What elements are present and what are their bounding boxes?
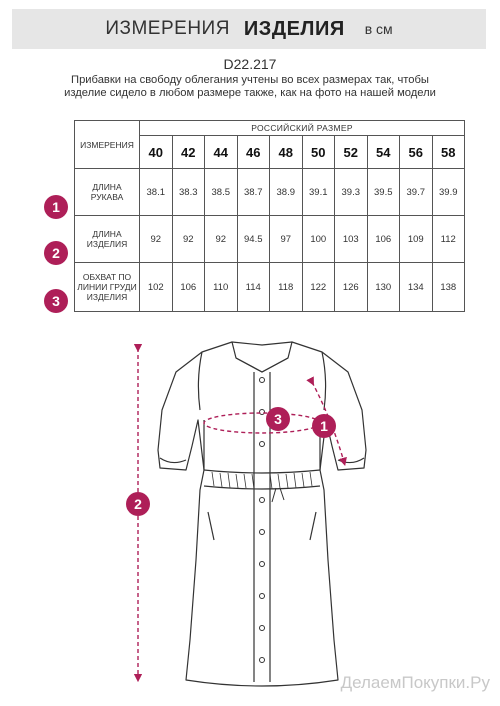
title-light: ИЗМЕРЕНИЯ (105, 18, 230, 39)
size-header: 52 (335, 136, 368, 169)
dress-outline (158, 342, 366, 686)
table-cell: 38.1 (140, 169, 173, 216)
table-cell: 39.7 (400, 169, 433, 216)
collar (232, 342, 292, 372)
row-marker-1: 1 (44, 195, 68, 219)
size-header: 50 (302, 136, 335, 169)
button-icon (260, 658, 265, 663)
size-header: 46 (237, 136, 270, 169)
table-cell: 110 (205, 263, 238, 312)
table-cell: 126 (335, 263, 368, 312)
table-cell: 106 (172, 263, 205, 312)
table-cell: 38.3 (172, 169, 205, 216)
table-cell: 97 (270, 216, 303, 263)
button-icon (260, 410, 265, 415)
table-cell: 112 (432, 216, 465, 263)
chest-measure-ellipse (204, 413, 320, 433)
row-label: ДЛИНА РУКАВА (75, 169, 140, 216)
diagram-marker-1: 1 (312, 414, 336, 438)
button-icon (260, 626, 265, 631)
table-cell: 39.9 (432, 169, 465, 216)
table-cell: 38.7 (237, 169, 270, 216)
table-cell: 122 (302, 263, 335, 312)
table-cell: 39.3 (335, 169, 368, 216)
watermark: ДелаемПокупки.Ру (340, 673, 490, 692)
table-cell: 92 (140, 216, 173, 263)
table-cell: 92 (205, 216, 238, 263)
title-bold: ИЗДЕЛИЯ (243, 17, 345, 40)
table-cell: 94.5 (237, 216, 270, 263)
table-cell: 92 (172, 216, 205, 263)
product-code: D22.217 (223, 56, 277, 72)
table-cell: 38.5 (205, 169, 238, 216)
row-marker-2: 2 (44, 241, 68, 265)
row-label: ДЛИНА ИЗДЕЛИЯ (75, 216, 140, 263)
size-header: 42 (172, 136, 205, 169)
size-header: 56 (400, 136, 433, 169)
size-header: 58 (432, 136, 465, 169)
size-header: 54 (367, 136, 400, 169)
table-cell: 39.1 (302, 169, 335, 216)
button-icon (260, 594, 265, 599)
title-unit: в см (364, 21, 393, 37)
button-icon (260, 498, 265, 503)
table-cell: 39.5 (367, 169, 400, 216)
table-cell: 138 (432, 263, 465, 312)
table-cell: 106 (367, 216, 400, 263)
measurements-header: ИЗМЕРЕНИЯ (75, 121, 140, 169)
table-cell: 103 (335, 216, 368, 263)
table-cell: 114 (237, 263, 270, 312)
table-cell: 38.9 (270, 169, 303, 216)
button-icon (260, 562, 265, 567)
size-system-label: РОССИЙСКИЙ РАЗМЕР (140, 121, 465, 136)
size-header: 48 (270, 136, 303, 169)
table-cell: 102 (140, 263, 173, 312)
table-cell: 130 (367, 263, 400, 312)
table-cell: 134 (400, 263, 433, 312)
diagram-marker-2: 2 (126, 492, 150, 516)
row-label: ОБХВАТ ПО ЛИНИИ ГРУДИ ИЗДЕЛИЯ (75, 263, 140, 312)
table-cell: 109 (400, 216, 433, 263)
table-cell: 100 (302, 216, 335, 263)
size-header: 44 (205, 136, 238, 169)
table-cell: 118 (270, 263, 303, 312)
button-icon (260, 442, 265, 447)
fit-note: Прибавки на свободу облегания учтены во всех размерах так, чтобы изделие сидело в любом размере также, как на фото на нашей модели (64, 74, 436, 99)
diagram-marker-3: 3 (266, 407, 290, 431)
row-marker-3: 3 (44, 289, 68, 313)
size-header: 40 (140, 136, 173, 169)
button-icon (260, 378, 265, 383)
button-icon (260, 530, 265, 535)
